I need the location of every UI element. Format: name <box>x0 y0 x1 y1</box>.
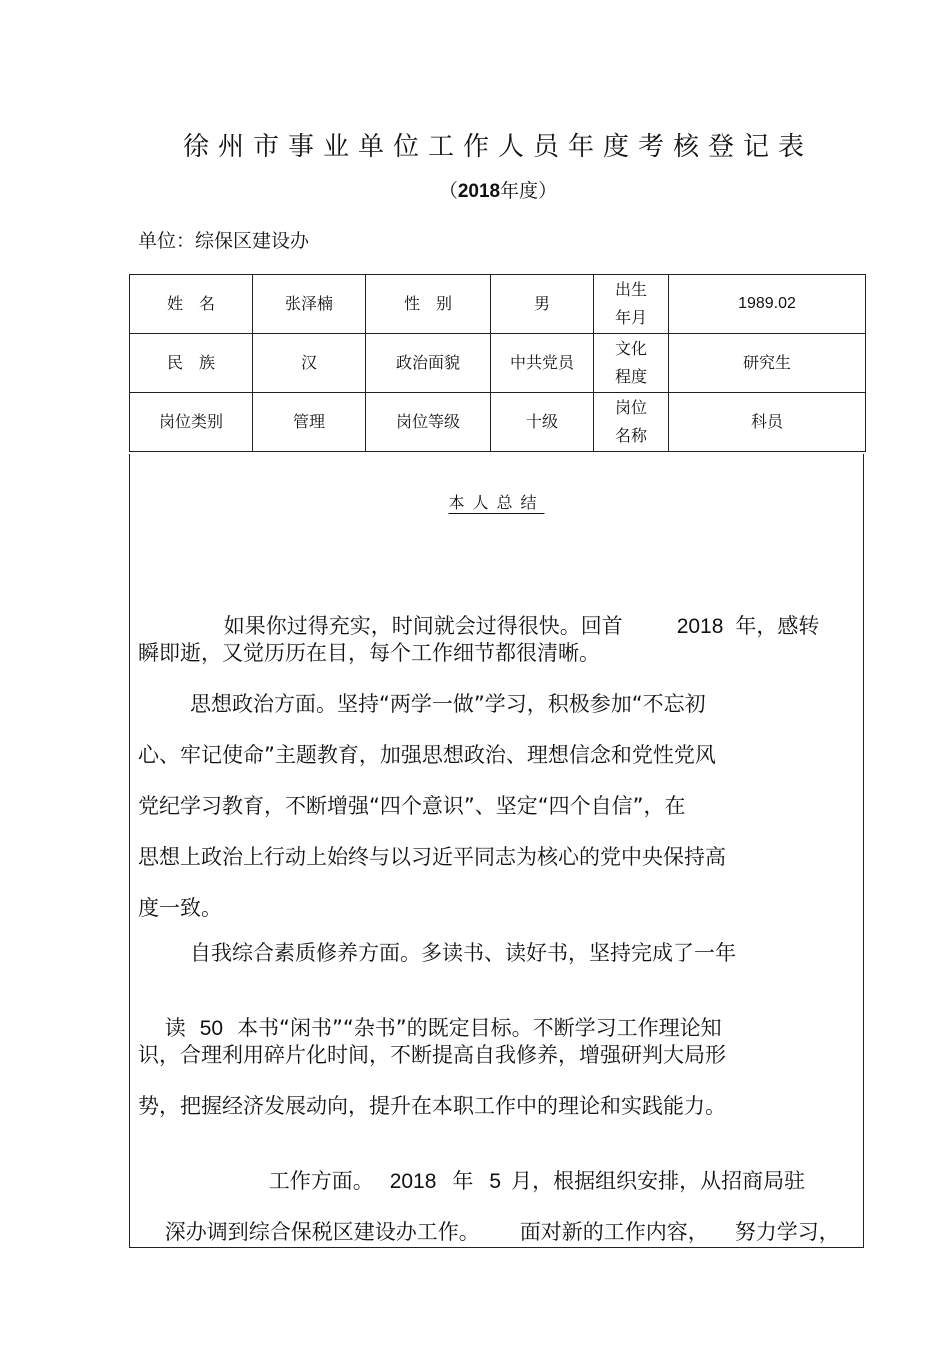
education-value: 研究生 <box>669 334 866 393</box>
summary-line: 自我综合素质修养方面。多读书、读好书，坚持完成了一年 <box>190 941 736 965</box>
birth-value: 1989.02 <box>669 275 866 334</box>
summary-heading <box>130 490 863 513</box>
summary-text: 5 <box>489 1170 502 1193</box>
summary-text: 本书“闲书”“杂书”的既定目标。不断学习工作理论知 <box>237 1016 722 1040</box>
summary-line: 思想政治方面。坚持“两学一做”学习，积极参加“不忘初 <box>190 692 706 716</box>
name-value: 张泽楠 <box>253 275 366 334</box>
form-title: 徐州市事业单位工作人员年度考核登记表 <box>182 132 813 162</box>
unit-label: 单位：综保区建设办 <box>138 230 310 252</box>
summary-text: 50 <box>199 1017 224 1040</box>
name-label: 姓 名 <box>130 275 253 334</box>
post-category-label: 岗位类别 <box>130 393 253 452</box>
education-label: 文化 程度 <box>594 334 669 393</box>
post-grade-value: 十级 <box>491 393 594 452</box>
subtitle-year: 2018 <box>457 181 501 202</box>
political-status-label: 政治面貌 <box>366 334 491 393</box>
info-table <box>129 274 866 452</box>
birth-label: 出生 年月 <box>594 275 669 334</box>
table-row <box>130 334 866 393</box>
summary-line: 思想上政治上行动上始终与以习近平同志为核心的党中央保持高 <box>138 845 726 869</box>
post-title-value: 科员 <box>669 393 866 452</box>
summary-line: 党纪学习教育，不断增强“四个意识”、坚定“四个自信”，在 <box>138 794 686 818</box>
summary-section <box>129 454 864 1248</box>
form-subtitle <box>0 176 950 203</box>
summary-line <box>138 1192 840 1270</box>
ethnicity-value: 汉 <box>253 334 366 393</box>
subtitle-open: （ <box>438 180 458 202</box>
ethnicity-label: 民 族 <box>130 334 253 393</box>
table-row <box>130 393 866 452</box>
summary-text: 2018 <box>676 615 724 638</box>
summary-text: 面对新的工作内容， <box>519 1220 709 1244</box>
post-grade-label: 岗位等级 <box>366 393 491 452</box>
summary-line: 势，把握经济发展动向，提升在本职工作中的理论和实践能力。 <box>138 1094 726 1118</box>
summary-line: 度一致。 <box>138 896 222 920</box>
summary-line: 心、牢记使命”主题教育，加强思想政治、理想信念和党性党风 <box>138 743 716 767</box>
summary-text: 如果你过得充实，时间就会过得很快。回首 <box>223 614 623 638</box>
summary-text: 深办调到综合保税区建设办工作。 <box>164 1220 480 1244</box>
subtitle-rest: 年度） <box>500 180 558 202</box>
summary-text: 努力学习， <box>734 1220 840 1244</box>
summary-line: 瞬即逝，又觉历历在目，每个工作细节都很清晰。 <box>138 641 600 665</box>
gender-label: 性 别 <box>366 275 491 334</box>
summary-text: 2018 <box>389 1170 437 1193</box>
post-category-value: 管理 <box>253 393 366 452</box>
summary-text: 读 <box>164 1016 186 1040</box>
table-row <box>130 275 866 334</box>
summary-line: 识，合理利用碎片化时间，不断提高自我修养，增强研判大局形 <box>138 1043 726 1067</box>
summary-text: 工作方面。 <box>268 1169 374 1193</box>
summary-text: 年 <box>452 1169 474 1193</box>
gender-value: 男 <box>491 275 594 334</box>
post-title-label: 岗位 名称 <box>594 393 669 452</box>
summary-text: 月，根据组织安排，从招商局驻 <box>511 1169 806 1193</box>
summary-text: 年，感转 <box>735 614 820 638</box>
summary-heading-text: 本人总结 <box>448 493 545 512</box>
political-status-value: 中共党员 <box>491 334 594 393</box>
